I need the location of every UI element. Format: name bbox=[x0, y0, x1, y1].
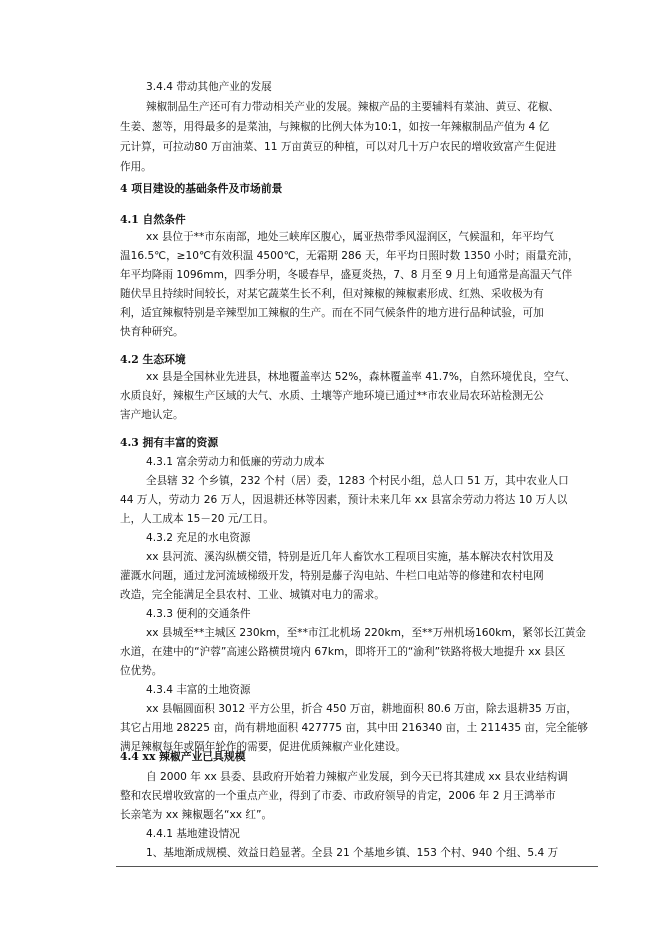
paragraph-line: 快育种研究。 bbox=[120, 326, 184, 338]
paragraph-line: 满足辣椒每年或隔年轮作的需要，促进优质辣椒产业化建设。 bbox=[120, 741, 407, 753]
footer-rule bbox=[116, 866, 598, 867]
paragraph-line: xx 县幅圆面积 3012 平方公里，折合 450 万亩，耕地面积 80.6 万亩，除去退耕35 万亩， bbox=[146, 703, 577, 715]
paragraph-line: 全县辖 32 个乡镇，232 个村（居）委，1283 个村民小组，总人口 51 万，其中农业人口 bbox=[146, 475, 569, 487]
paragraph-line: xx 县城至**主城区 230km，至**市江北机场 220km，至**万州机场160km，紧邻长江黄金 bbox=[146, 627, 586, 639]
section-heading-4-2: 4.2 生态环境 bbox=[120, 353, 186, 366]
paragraph-line: 其它占用地 28225 亩，尚有耕地面积 427775 亩，其中田 216340 亩，土 211435 亩，完全能够 bbox=[120, 722, 588, 734]
paragraph-line: 利，适宜辣椒特别是辛辣型加工辣椒的生产。而在不同气候条件的地方进行品种试验，可加 bbox=[120, 307, 544, 319]
paragraph-line: 辣椒制品生产还可有力带动相关产业的发展。辣椒产品的主要辅料有菜油、黄豆、花椒、 bbox=[146, 101, 560, 113]
paragraph-line: 改造，完全能满足全县农村、工业、城镇对电力的需求。 bbox=[120, 589, 385, 601]
paragraph-line: 44 万人，劳动力 26 万人，因退耕还林等因素，预计未来几年 xx 县富余劳动力将达 10 万人以 bbox=[120, 494, 568, 506]
paragraph-line: 随伏旱且持续时间较长，对某它蔬菜生长不利，但对辣椒的辣椒素形成、红熟、采收极为有 bbox=[120, 288, 544, 300]
subsection-heading-4-3-4: 4.3.4 丰富的土地资源 bbox=[146, 684, 251, 696]
paragraph-line: 水道，在建中的“沪蓉”高速公路横贯境内 67km，即将开工的“渝利”铁路将极大地提升 xx 县区 bbox=[120, 646, 566, 658]
paragraph-line: 自 2000 年 xx 县委、县政府开始着力辣椒产业发展，到今天已将其建成 xx 县农业结构调 bbox=[146, 771, 568, 783]
paragraph-line: 上，人工成本 15－20 元/工日。 bbox=[120, 513, 274, 525]
paragraph-line: 年平均降雨 1096mm，四季分明，冬暖春早，盛夏炎热，7、8 月至 9 月上旬通常是高温天气伴 bbox=[120, 269, 573, 281]
subsection-heading-4-3-1: 4.3.1 富余劳动力和低廉的劳动力成本 bbox=[146, 456, 325, 468]
paragraph-line: 温16.5℃，≥10℃有效积温 4500℃，无霜期 286 天，年平均日照时数 1350 小时；雨量充沛， bbox=[120, 250, 579, 262]
paragraph-line: 害产地认定。 bbox=[120, 409, 184, 421]
subsection-heading-4-4-1: 4.4.1 基地建设情况 bbox=[146, 828, 240, 840]
paragraph-line: 长亲笔为 xx 辣椒题名“xx 红”。 bbox=[120, 809, 273, 821]
paragraph-line: 作用。 bbox=[120, 161, 152, 173]
paragraph-line: 元计算，可拉动80 万亩油菜、11 万亩黄豆的种植，可以对几十万户农民的增收致富产生促进 bbox=[120, 141, 557, 153]
paragraph-line: xx 县位于**市东南部，地处三峡库区腹心，属亚热带季风湿润区，气候温和，年平均气 bbox=[146, 231, 554, 243]
paragraph-line: 1、基地渐成规模、效益日趋显著。全县 21 个基地乡镇、153 个村、940 个组、5.4 万 bbox=[146, 847, 559, 859]
paragraph-line: 整和农民增收致富的一个重点产业，得到了市委、市政府领导的肯定，2006 年 2 月王鸿举市 bbox=[120, 790, 556, 802]
paragraph-line: xx 县是全国林业先进县，林地覆盖率达 52%，森林覆盖率 41.7%，自然环境优良，空气、 bbox=[146, 371, 576, 383]
section-heading-4-3: 4.3 拥有丰富的资源 bbox=[120, 436, 219, 449]
paragraph-line: 灌溉水问题，通过龙河流域梯级开发，特别是藤子沟电站、牛栏口电站等的修建和农村电网 bbox=[120, 570, 544, 582]
subsection-heading-4-3-3: 4.3.3 便利的交通条件 bbox=[146, 608, 251, 620]
paragraph-line: xx 县河流、溪沟纵横交错，特别是近几年人畜饮水工程项目实施，基本解决农村饮用及 bbox=[146, 551, 554, 563]
paragraph-line: 生姜、葱等，用得最多的是菜油，与辣椒的比例大体为10:1，如按一年辣椒制品产值为 4 亿 bbox=[120, 121, 550, 133]
paragraph-line: 位优势。 bbox=[120, 665, 163, 677]
chapter-heading-4: 4 项目建设的基础条件及市场前景 bbox=[120, 182, 283, 195]
subsection-heading-4-3-2: 4.3.2 充足的水电资源 bbox=[146, 532, 251, 544]
section-heading-3-4-4: 3.4.4 带动其他产业的发展 bbox=[146, 81, 272, 93]
section-heading-4-4: 4.4 xx 辣椒产业已具规模 bbox=[120, 750, 246, 763]
paragraph-line: 水质良好，辣椒生产区域的大气、水质、土壤等产地环境已通过**市农业局农环站检测无公 bbox=[120, 390, 544, 402]
section-heading-4-1: 4.1 自然条件 bbox=[120, 213, 186, 226]
